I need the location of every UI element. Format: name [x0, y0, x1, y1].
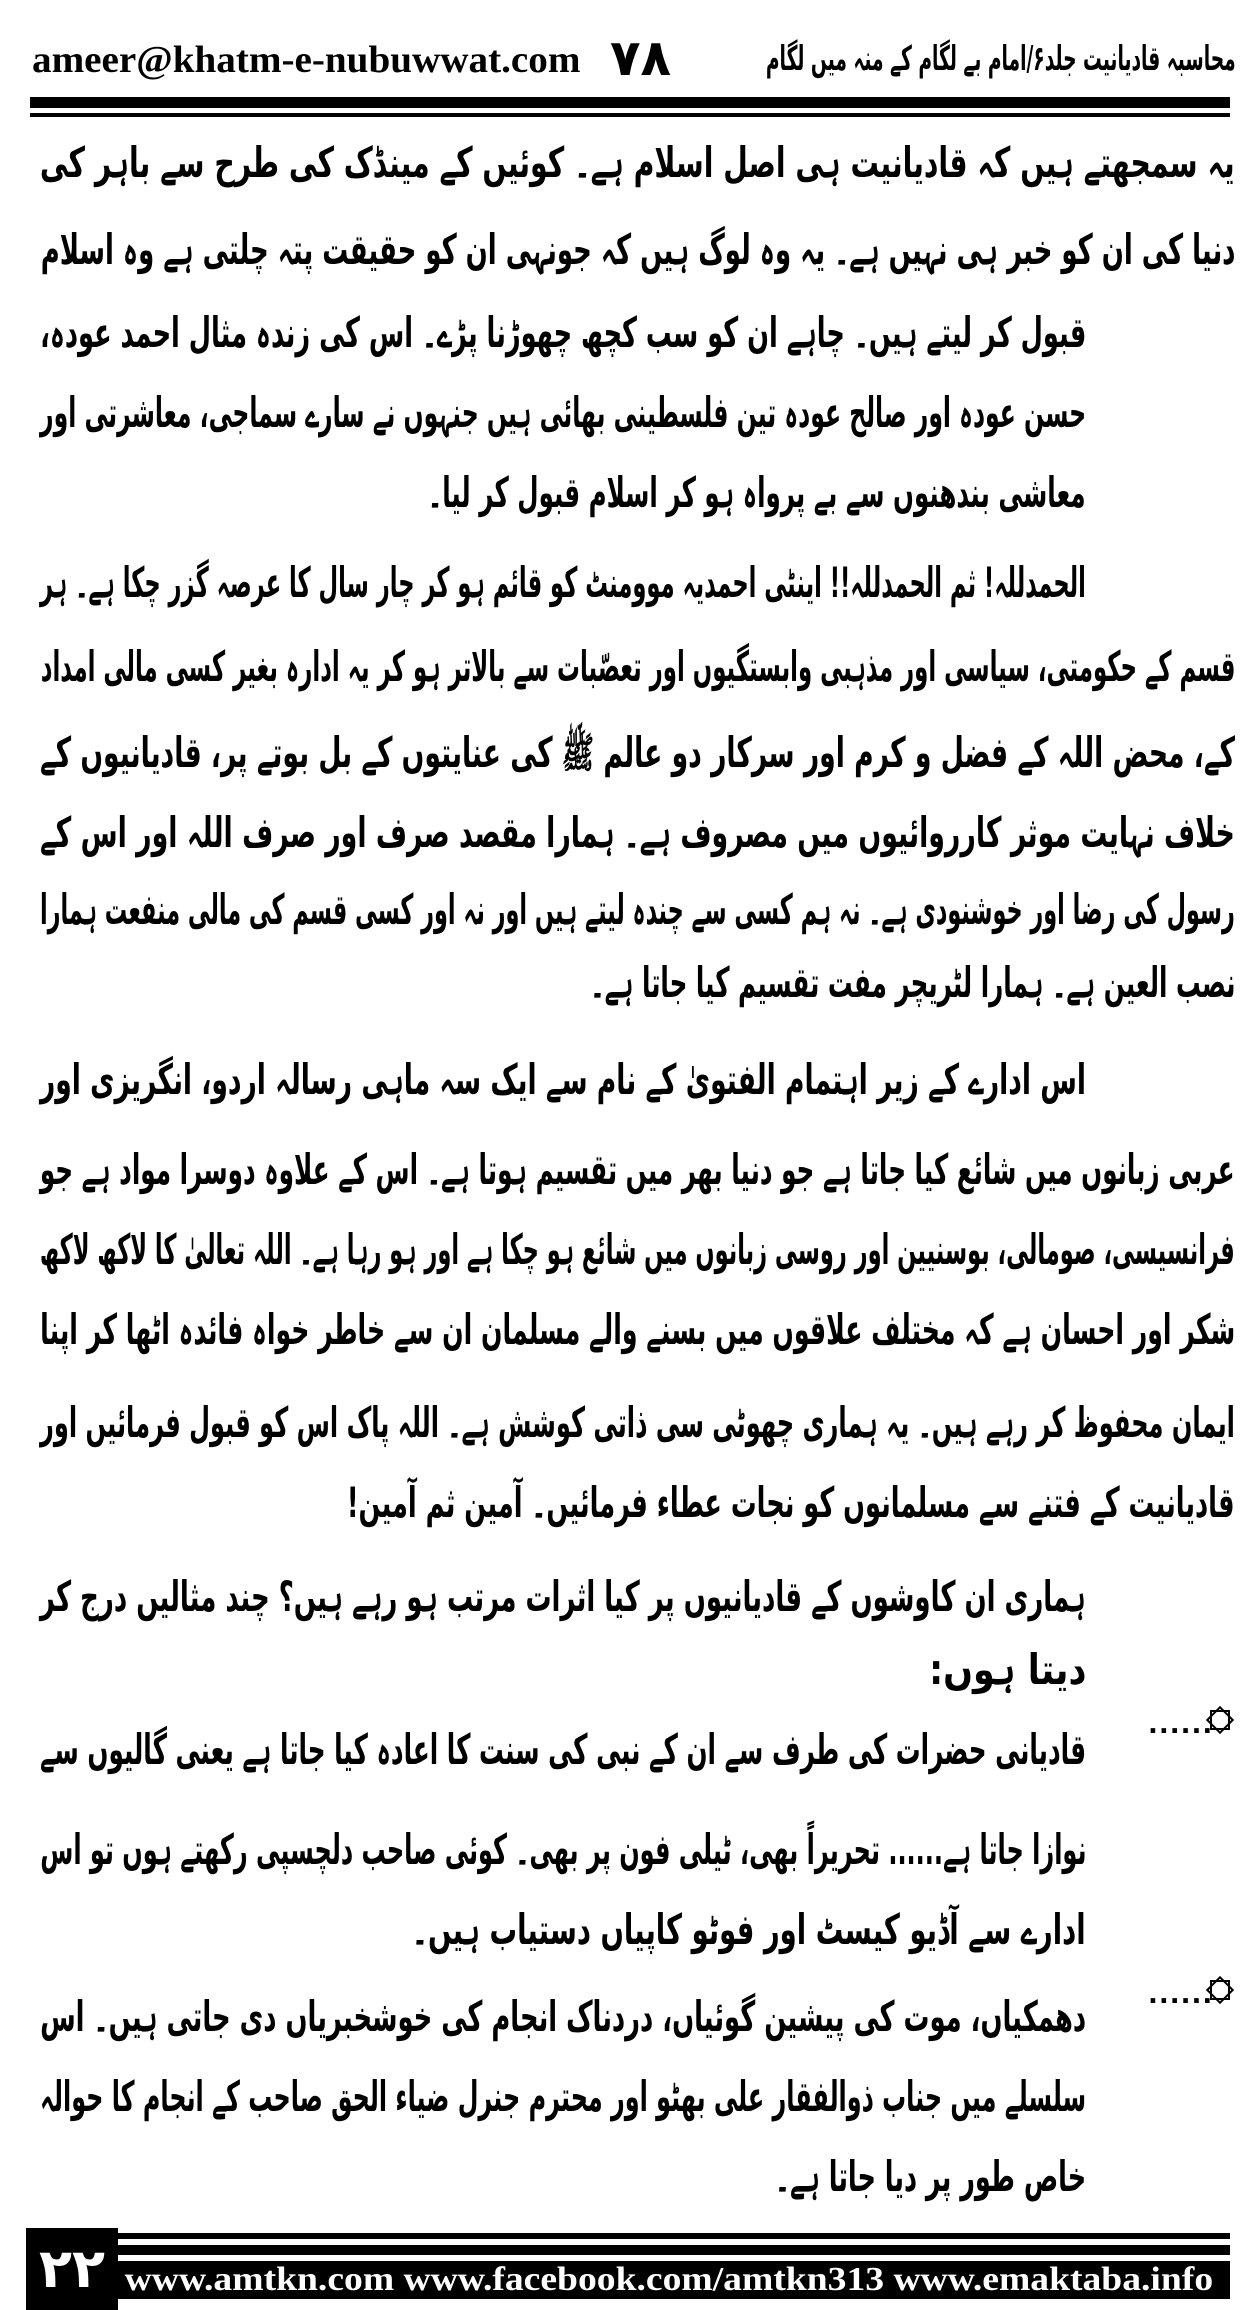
text-line: دیتا ہوں: — [928, 1645, 1086, 1694]
text-line: نصب العین ہے۔ ہمارا لٹریچر مفت تقسیم کیا جاتا ہے۔ — [589, 958, 1235, 1007]
header-rule-thick — [30, 97, 1230, 108]
text-line: قبول کر لیتے ہیں۔ چاہے ان کو سب کچھ چھوڑنا پڑے۔ اس کی زندہ مثال احمد عودہ، — [39, 308, 1086, 357]
header-book-title: محاسبہ قادیانیت جلد۶/امام بے لگام کے منہ میں لگام — [766, 39, 1236, 79]
footer-links[interactable]: www.amtkn.com www.facebook.com/amtkn313 www.emaktaba.info — [124, 2261, 1214, 2298]
text-line: معاشی بندھنوں سے بے پرواہ ہو کر اسلام قبول کر لیا۔ — [428, 468, 1086, 517]
text-line: یہ سمجھتے ہیں کہ قادیانیت ہی اصل اسلام ہے۔ کوئیں کے مینڈک کی طرح سے باہر کی — [40, 138, 1235, 187]
text-line: ہماری ان کاوشوں کے قادیانیوں پر کیا اثرات مرتب ہو رہے ہیں؟ چند مثالیں درج کر — [40, 1572, 1086, 1621]
text-line: دھمکیاں، موت کی پیشین گوئیاں، دردناک انجام کی خوشخبریاں دی جاتی ہیں۔ اس — [39, 1992, 1086, 2041]
footer-rule — [118, 2233, 1230, 2239]
footer-links-bar — [118, 2261, 1230, 2299]
text-line: کے، محض اللہ کے فضل و کرم اور سرکار دو عالم ﷺ کی عنایتوں کے بل بوتے پر، قادیانیوں کے — [40, 728, 1235, 777]
text-line: دنیا کی ان کو خبر ہی نہیں ہے۔ یہ وہ لوگ ہیں کہ جونہی ان کو حقیقت پتہ چلتی ہے وہ اسلام — [40, 225, 1235, 274]
text-line: ایمان محفوظ کر رہے ہیں۔ یہ ہماری چھوٹی سی ذاتی کوشش ہے۔ اللہ پاک اس کو قبول فرمائیں اور — [40, 1398, 1235, 1447]
text-line: قادیانیت کے فتنے سے مسلمانوں کو نجات عطاء فرمائیں۔ آمین ثم آمین! — [347, 1478, 1235, 1527]
text-line: نوازا جاتا ہے...... تحریراً بھی، ٹیلی فون پر بھی۔ کوئی صاحب دلچسپی رکھتے ہوں تو اس — [39, 1825, 1086, 1874]
header-page-number: ۷۸ — [610, 29, 672, 87]
text-line: خلاف نہایت موثر کارروائیوں میں مصروف ہے۔ ہمارا مقصد صرف اور صرف اللہ اور اس کے — [40, 808, 1235, 857]
text-line: قادیانی حضرات کی طرف سے ان کے نبی کی سنت کا اعادہ کیا جاتا ہے یعنی گالیوں سے — [39, 1725, 1086, 1774]
footer-rule — [118, 2245, 1230, 2255]
header-rule-thin — [30, 113, 1230, 117]
text-line: حسن عودہ اور صالح عودہ تین فلسطینی بھائی ہیں جنہوں نے سارے سماجی، معاشرتی اور — [39, 388, 1086, 437]
footer-page-number: ۲۲ — [26, 2228, 118, 2310]
text-line: فرانسیسی، صومالی، بوسنیین اور روسی زبانوں میں شائع ہو چکا ہے اور ہو رہا ہے۔ اللہ تعالیٰ کا لاکھ لاکھ — [40, 1225, 1235, 1274]
bullet-dots: ...... — [1148, 1980, 1214, 2010]
text-line: ادارے سے آڈیو کیسٹ اور فوٹو کاپیاں دستیاب ہیں۔ — [412, 1905, 1086, 1954]
text-line: خاص طور پر دیا جاتا ہے۔ — [774, 2152, 1086, 2201]
text-line: رسول کی رضا اور خوشنودی ہے۔ نہ ہم کسی سے چندہ لیتے ہیں اور نہ اور کسی قسم کی مالی منفعت ہمارا — [40, 885, 1235, 934]
bullet-dots: ...... — [1148, 1710, 1214, 1740]
text-line: سلسلے میں جناب ذوالفقار علی بھٹو اور محترم جنرل ضیاء الحق صاحب کے انجام کا حوالہ — [39, 2072, 1086, 2121]
text-line: شکر اور احسان ہے کہ مختلف علاقوں میں بسنے والے مسلمان ان سے خاطر خواہ فائدہ اٹھا کر اپنا — [39, 1305, 1235, 1354]
text-line: الحمدللہ! ثم الحمدللہ!! اینٹی احمدیہ موومنٹ کو قائم ہو کر چار سال کا عرصہ گزر چکا ہے۔ ہر — [40, 558, 1086, 607]
text-line: اس ادارے کے زیر اہتمام الفتویٰ کے نام سے ایک سہ ماہی رسالہ اردو، انگریزی اور — [40, 1055, 1086, 1104]
text-line: عربی زبانوں میں شائع کیا جاتا ہے جو دنیا بھر میں تقسیم ہوتا ہے۔ اس کے علاوہ دوسرا مواد ہے جو — [40, 1145, 1235, 1194]
header-email: ameer@khatm-e-nubuwwat.com — [32, 39, 581, 81]
text-line: قسم کے حکومتی، سیاسی اور مذہبی وابستگیوں اور تعصّبات سے بالاتر ہو کر یہ ادارہ بغیر کسی مالی امداد — [40, 642, 1235, 691]
